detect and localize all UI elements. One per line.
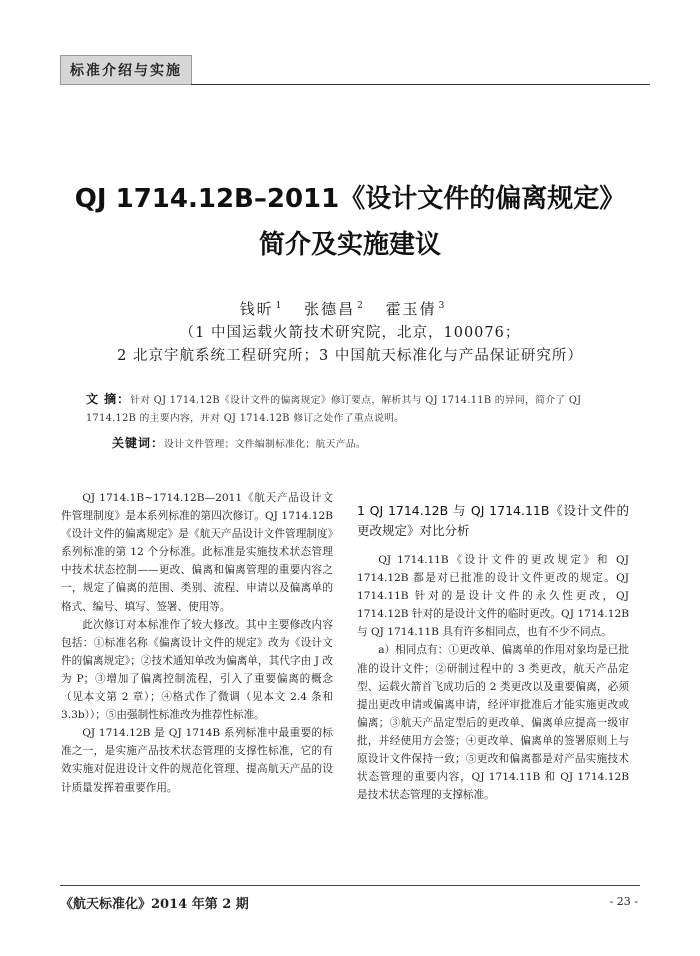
header-rule: [191, 84, 650, 85]
author-list: [0, 298, 700, 319]
footer-rule: [60, 885, 640, 886]
affiliation-line-2: 2 北京宇航系统工程研究所；3 中国航天标准化与产品保证研究所）: [117, 348, 583, 364]
author-sup: 3: [438, 301, 447, 311]
page-number: - 23 -: [609, 895, 638, 908]
affiliations: [40, 322, 660, 368]
section-heading: 1 QJ 1714.12B 与 QJ 1714.11B《设计文件的更改规定》对比分析: [357, 503, 629, 538]
left-column: [61, 489, 333, 797]
section-tag: 标准介绍与实施: [60, 55, 192, 85]
author-sup: 1: [275, 301, 284, 311]
keywords-label: 关键词：: [112, 436, 165, 450]
abstract-block: [86, 390, 624, 454]
author-name: 张德昌: [304, 300, 356, 318]
author-name: 钱昕: [239, 300, 274, 318]
body-paragraph: a）相同点有：①更改单、偏离单的作用对象均是已批准的设计文件；②研制过程中的 3 类更改，航天产品定型、运载火箭首飞成功后的 2 类更改以及重要偏离，必须提出更改申请或偏离申请，经评审批准后才能实施更改或偏离；③航天产品定型后的更改单、偏离单应提高一级审批，并经使用方会签；④更改单、偏离单的签署原则上与原设计文件保持一致；⑤更改和偏离都是对产品实施技术状态管理的重要内容，QJ 1714.11B 和 QJ 1714.12B 是技术状态管理的支撑标准。: [357, 644, 629, 802]
right-column: [357, 489, 629, 804]
keywords-text: 设计文件管理；文件编制标准化；航天产品。: [164, 439, 366, 450]
affiliation-line-1: （1 中国运载火箭技术研究院，北京，100076；: [179, 325, 521, 341]
body-paragraph: QJ 1714.1B~1714.12B—2011《航天产品设计文件管理制度》是本系列标准的第四次修订。QJ 1714.12B《设计文件的偏离规定》是《航天产品设计文件管理制度》系列标准的第 12 个分标准。此标准是实施技术状态管理中技术状态控制——更改、偏离和偏离管理的重要内容之一，规定了偏离的范围、类别、流程、申请以及偏离单的格式、编号、填写、签署、使用等。: [61, 492, 333, 613]
article-title: [40, 176, 660, 268]
body-paragraph: 此次修订对本标准作了较大修改。其中主要修改内容包括：①标准名称《偏离设计文件的规定》改为《设计文件的偏离规定》；②技术通知单改为偏离单，其代字由 J 改为 P；③增加了偏离控制流程，引入了重要偏离的概念（见本文第 2 章）；④格式作了微调（见本文 2.4 条和 3.3b））；⑤由强制性标准改为推荐性标准。: [61, 618, 333, 722]
author-name: 霍玉倩: [385, 300, 437, 318]
body-paragraph: QJ 1714.12B 是 QJ 1714B 系列标准中最重要的标准之一，是实施产品技术状态管理的支撑性标准，它的有效实施对促进设计文件的规范化管理、提高航天产品的设计质量发挥着重要作用。: [61, 727, 333, 794]
abstract-paragraph: [86, 390, 624, 428]
title-line-2: 简介及实施建议: [258, 230, 441, 260]
abstract-text: 针对 QJ 1714.12B《设计文件的偏离规定》修订要点，解析其与 QJ 1714.11B 的异同，简介了 QJ 1714.12B 的主要内容，并对 QJ 1714.12B 修订之处作了重点说明。: [86, 395, 582, 424]
body-paragraph: QJ 1714.11B《设计文件的更改规定》和 QJ 1714.12B 都是对已批准的设计文件更改的规定。QJ 1714.11B 针对的是设计文件的永久性更改，QJ 1714.12B 针对的是设计文件的临时更改。QJ 1714.12B 与 QJ 1714.11B 具有许多相同点，也有不少不同点。: [357, 554, 629, 639]
title-line-1: QJ 1714.12B–2011《设计文件的偏离规定》: [74, 184, 626, 214]
keywords-paragraph: [86, 434, 624, 454]
abstract-label: 文 摘：: [86, 392, 131, 406]
journal-issue: 《航天标准化》2014 年第 2 期: [60, 897, 249, 912]
author-sup: 2: [357, 301, 365, 311]
